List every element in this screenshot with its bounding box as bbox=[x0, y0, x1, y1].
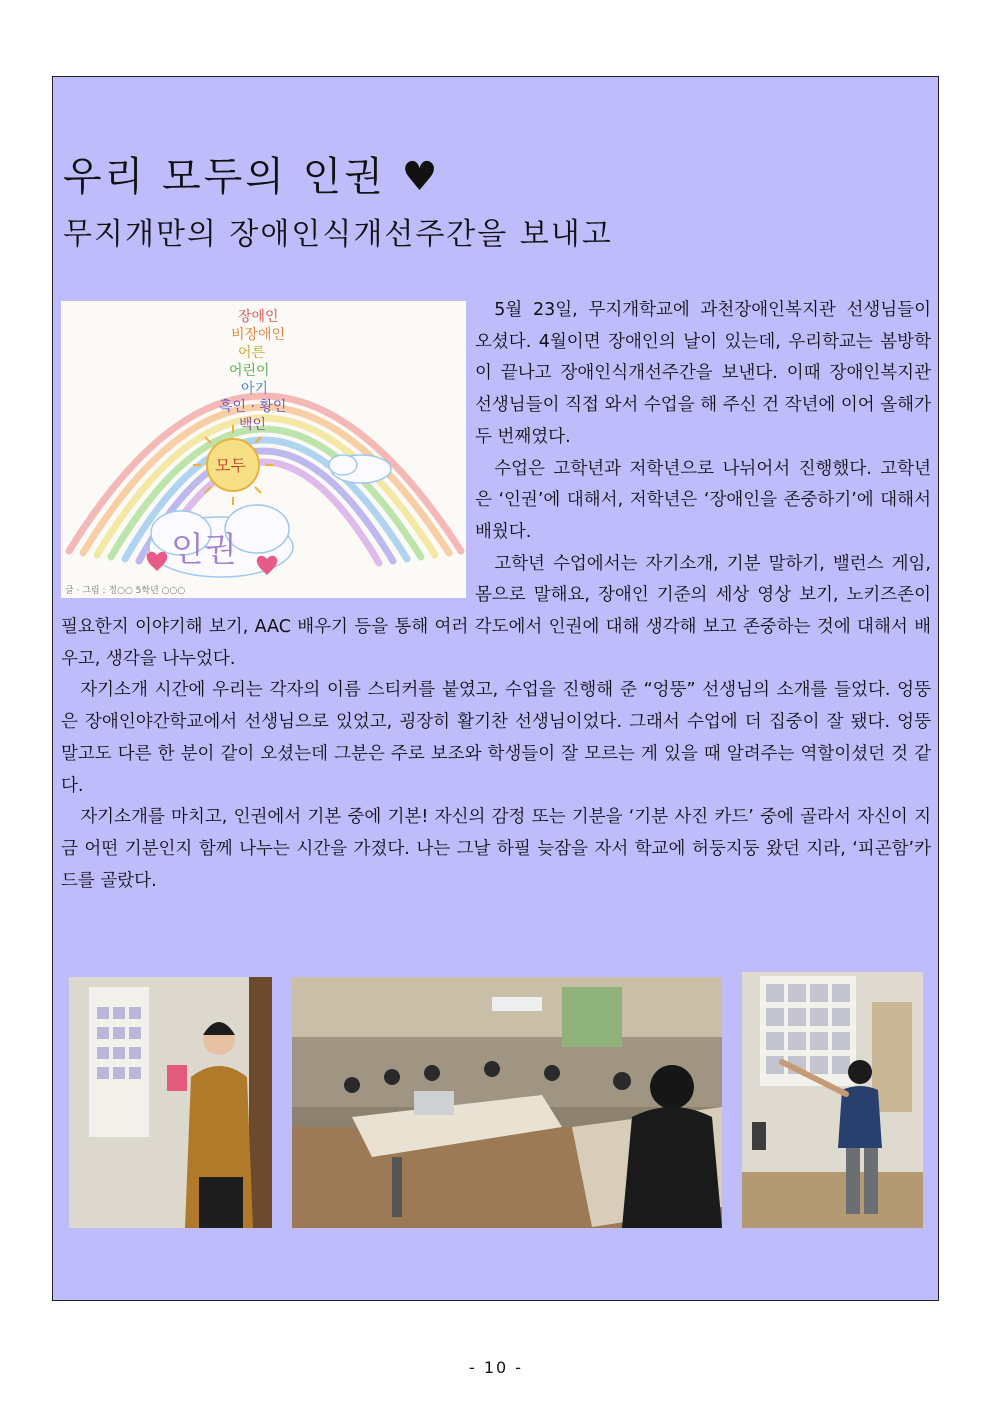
paragraph: 자기소개를 마치고, 인권에서 기본 중에 기본! 자신의 감정 또는 기분을 ‘기분 사진 카드’ 중에 골라서 자신이 지금 어떤 기분인지 함께 나누는 시간을 가졌다. 나는 그날 하필 늦잠을 자서 학교에 허둥지둥 왔던 지라, ‘피곤함’카드를 골랐다. bbox=[61, 807, 931, 891]
paragraph: 5월 23일, 무지개학교에 과천장애인복지관 선생님들이 오셨다. 4월이면 장애인의 날이 있는데, 우리학교는 봄방학이 끝나고 장애인식개선주간을 보낸다. 이때 장애인복지관 선생님들이 직접 와서 수업을 해 주신 건 작년에 이어 올해가 두 번째였다. bbox=[475, 300, 931, 447]
sun-label: 모두 bbox=[215, 456, 246, 475]
drawing-word-4: 어린이 bbox=[229, 363, 270, 379]
classroom-photo bbox=[292, 977, 722, 1228]
drawing-word-6: 흑인 · 황인 bbox=[219, 399, 287, 415]
drawing-word-1: 장애인 bbox=[238, 309, 279, 325]
drawing-credit: 글 · 그림 : 정○○ 5학년 ○○○ bbox=[65, 586, 186, 596]
paragraph: 자기소개 시간에 우리는 각자의 이름 스티커를 붙였고, 수업을 진행해 준 “엉뚱” 선생님의 소개를 들었다. 엉뚱은 장애인야간학교에서 선생님으로 있었고, 굉장히 활기찬 선생님이었다. 그래서 수업에 더 집중이 잘 됐다. 엉뚱 말고도 다른 한 분이 같이 오셨는데 그분은 주로 보조와 학생들이 잘 모르는 게 있을 때 알려주는 역할이셨던 것 같다. bbox=[61, 680, 931, 796]
page-number: - 10 - bbox=[468, 1358, 524, 1377]
article-subtitle: 무지개만의 장애인식개선주간을 보내고 bbox=[63, 217, 613, 252]
student-photo bbox=[742, 972, 923, 1228]
paragraph: 고학년 수업에서는 자기소개, 기분 말하기, 밸런스 게임, 몸으로 말해요, 장애인 기준의 세상 영상 보기, 노키즈존이 필요한지 이야기해 보기, AAC 배우기 등을 통해 여러 각도에서 인권에 대해 생각해 보고 존중하는 것에 대해서 배우고, 생각을 나누었다. bbox=[61, 553, 931, 669]
article-panel bbox=[52, 76, 939, 1301]
cloud-label: 인권 bbox=[171, 530, 237, 570]
drawing-word-7: 백인 bbox=[239, 417, 267, 433]
drawing-word-2: 비장애인 bbox=[231, 327, 286, 343]
paragraph: 수업은 고학년과 저학년으로 나뉘어서 진행했다. 고학년은 ‘인권’에 대해서, 저학년은 ‘장애인을 존중하기’에 대해서 배웠다. bbox=[475, 458, 931, 542]
drawing-word-3: 어른 bbox=[238, 345, 266, 361]
teacher-photo bbox=[69, 977, 272, 1228]
drawing-word-5: 아기 bbox=[241, 381, 269, 397]
article-title: 우리 모두의 인권 ♥ bbox=[63, 154, 441, 200]
article-body bbox=[61, 295, 931, 897]
